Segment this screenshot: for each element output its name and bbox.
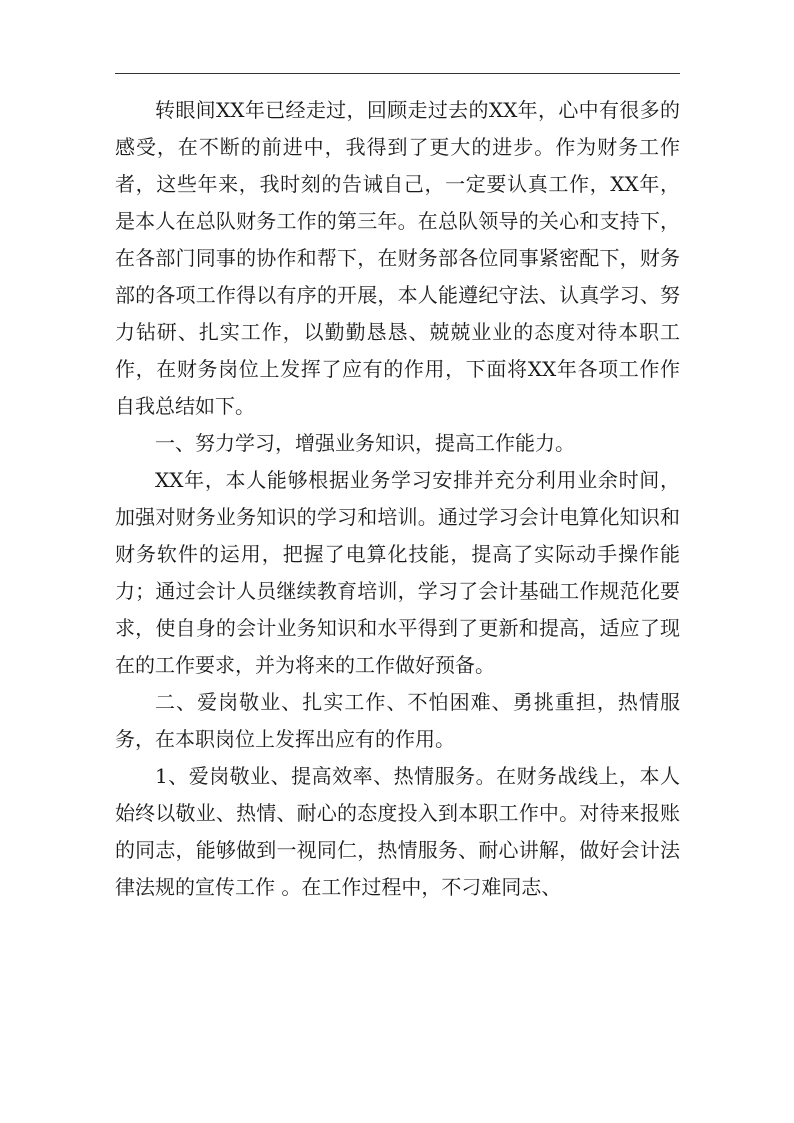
document-body — [115, 92, 680, 906]
paragraph-service: 1、爱岗敬业、提高效率、热情服务。在财务战线上，本人始终以敬业、热情、耐心的态度投入到本职工作中。对待来报账的同志，能够做到一视同仁，热情服务、耐心讲解，做好会计法律法规的宣传工作 。在工作过程中，不刁难同志、 — [115, 764, 680, 899]
header-rule — [115, 73, 680, 74]
paragraph-study: XX年，本人能够根据业务学习安排并充分利用业余时间，加强对财务业务知识的学习和培训。通过学习会计电算化知识和财务软件的运用，把握了电算化技能，提高了实际动手操作能力；通过会计人员继续教育培训，学习了会计基础工作规范化要求，使自身的会计业务知识和水平得到了更新和提高，适应了现在的工作要求，并为将来的工作做好预备。 — [115, 468, 680, 677]
section-heading-one: 一、努力学习，增强业务知识，提高工作能力。 — [155, 431, 575, 455]
section-heading-two: 二、爱岗敬业、扎实工作、不怕困难、勇挑重担，热情服务，在本职岗位上发挥出应有的作用。 — [115, 690, 680, 751]
paragraph-intro: 转眼间XX年已经走过，回顾走过去的XX年，心中有很多的感受，在不断的前进中，我得到了更大的进步。作为财务工作者，这些年来，我时刻的告诫自己，一定要认真工作，XX年，是本人在总队财务工作的第三年。在总队领导的关心和支持下，在各部门同事的协作和帮下，在财务部各位同事紧密配下，财务部的各项工作得以有序的开展，本人能遵纪守法、认真学习、努力钻研、扎实工作，以勤勤恳恳、兢兢业业的态度对待本职工作，在财务岗位上发挥了应有的作用，下面将XX年各项工作作自我总结如下。 — [115, 98, 680, 418]
